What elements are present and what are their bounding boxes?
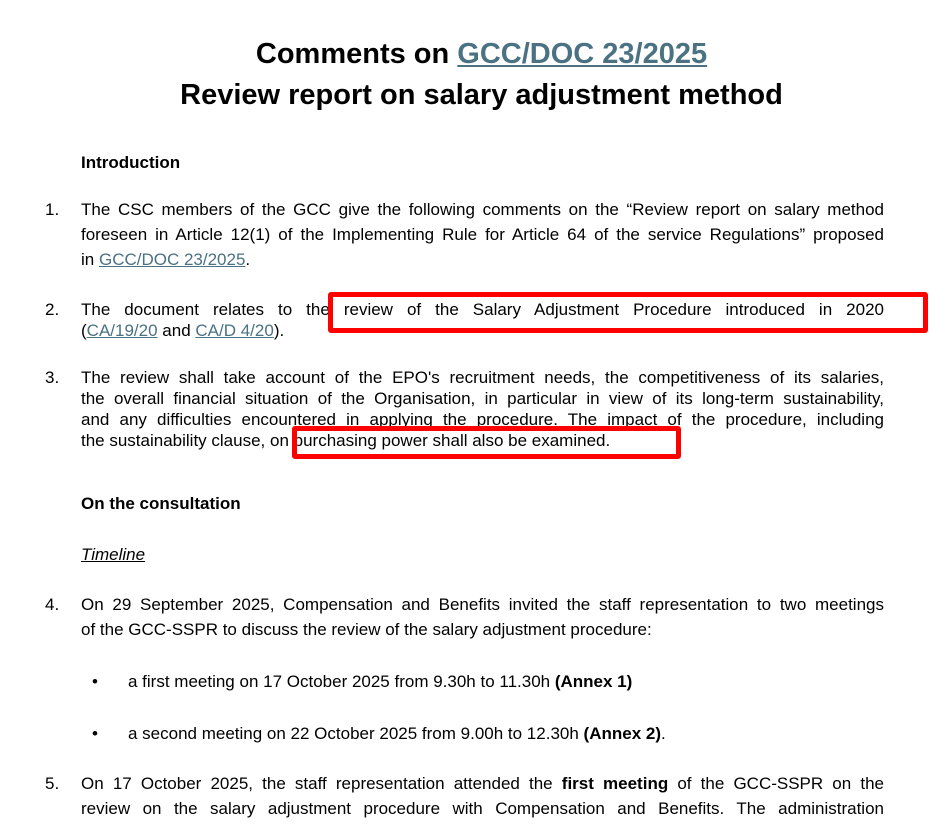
annex-2-label: (Annex 2) xyxy=(583,724,661,743)
highlight-box-purchasing-power xyxy=(292,426,681,459)
paragraph-4-line-1: On 29 September 2025, Compensation and Benefits invited the staff representation to two meetings xyxy=(81,595,884,614)
introduction-heading: Introduction xyxy=(81,153,181,172)
paragraph-2-line-1: The document relates to the review of the Salary Adjustment Procedure introduced in 2020 xyxy=(81,300,884,319)
bullet-first-meeting xyxy=(128,672,632,692)
bullet-icon: • xyxy=(92,672,98,691)
paragraph-5 xyxy=(81,771,884,821)
and-text: and xyxy=(157,321,196,340)
paragraph-1-suffix: . xyxy=(245,250,251,269)
paragraph-1-line-3 xyxy=(81,247,884,272)
paragraph-4 xyxy=(81,592,884,642)
paragraph-1-line-1: The CSC members of the GCC give the following comments on the “Review report on salary method xyxy=(81,200,884,219)
title-doc-link[interactable]: GCC/DOC 23/2025 xyxy=(457,38,708,70)
paragraph-5-line-1 xyxy=(81,771,884,796)
paragraph-3-line-2: the overall financial situation of the Organisation, in particular in view of its long-term sustainability, xyxy=(81,389,884,408)
paragraph-1-line-2: foreseen in Article 12(1) of the Implementing Rule for Article 64 of the service Regulations” proposed xyxy=(81,225,884,244)
paren-open: ( xyxy=(81,321,87,340)
paragraph-1-prefix: in xyxy=(81,250,99,269)
first-meeting-bold: first meeting xyxy=(561,774,669,793)
paragraph-5-text-b: of the GCC-SSPR on the xyxy=(668,774,884,793)
paragraph-1 xyxy=(81,197,884,272)
item-number-3: 3. xyxy=(45,368,60,387)
ca-d-4-20-link[interactable]: CA/D 4/20 xyxy=(195,321,274,340)
item-number-1: 1. xyxy=(45,200,60,219)
annex-1-label: (Annex 1) xyxy=(554,672,633,691)
bullet-icon: • xyxy=(92,724,98,743)
consultation-heading: On the consultation xyxy=(81,494,241,513)
bullet-1-text: a first meeting on 17 October 2025 from 9.30h to 11.30h xyxy=(128,672,555,691)
item-number-2: 2. xyxy=(45,300,60,319)
bullet-2-suffix: . xyxy=(661,724,666,743)
document-title xyxy=(0,38,951,71)
timeline-subheading: Timeline xyxy=(81,545,146,564)
paragraph-3-line-4: the sustainability clause, on purchasing power shall also be examined. xyxy=(81,431,611,450)
title-prefix: Comments on xyxy=(255,38,458,70)
highlight-box-review xyxy=(328,292,928,333)
paragraph-4-line-2: of the GCC-SSPR to discuss the review of the salary adjustment procedure: xyxy=(81,620,652,639)
gcc-doc-link[interactable]: GCC/DOC 23/2025 xyxy=(98,250,246,269)
item-number-5: 5. xyxy=(45,774,60,793)
paragraph-5-line-2: review on the salary adjustment procedure with Compensation and Benefits. The administration xyxy=(81,799,884,818)
paren-close: ). xyxy=(273,321,285,340)
paragraph-3-line-3: and any difficulties encountered in applying the procedure. The impact of the procedure, including xyxy=(81,410,884,429)
ca-19-20-link[interactable]: CA/19/20 xyxy=(86,321,158,340)
document-subtitle: Review report on salary adjustment method xyxy=(180,79,783,111)
item-number-4: 4. xyxy=(45,595,60,614)
bullet-second-meeting xyxy=(128,724,666,744)
bullet-2-text: a second meeting on 22 October 2025 from 9.00h to 12.30h xyxy=(128,724,584,743)
paragraph-3-line-1: The review shall take account of the EPO's recruitment needs, the competitiveness of its salaries, xyxy=(81,368,884,387)
paragraph-5-text-a: On 17 October 2025, the staff representation attended the xyxy=(81,774,562,793)
